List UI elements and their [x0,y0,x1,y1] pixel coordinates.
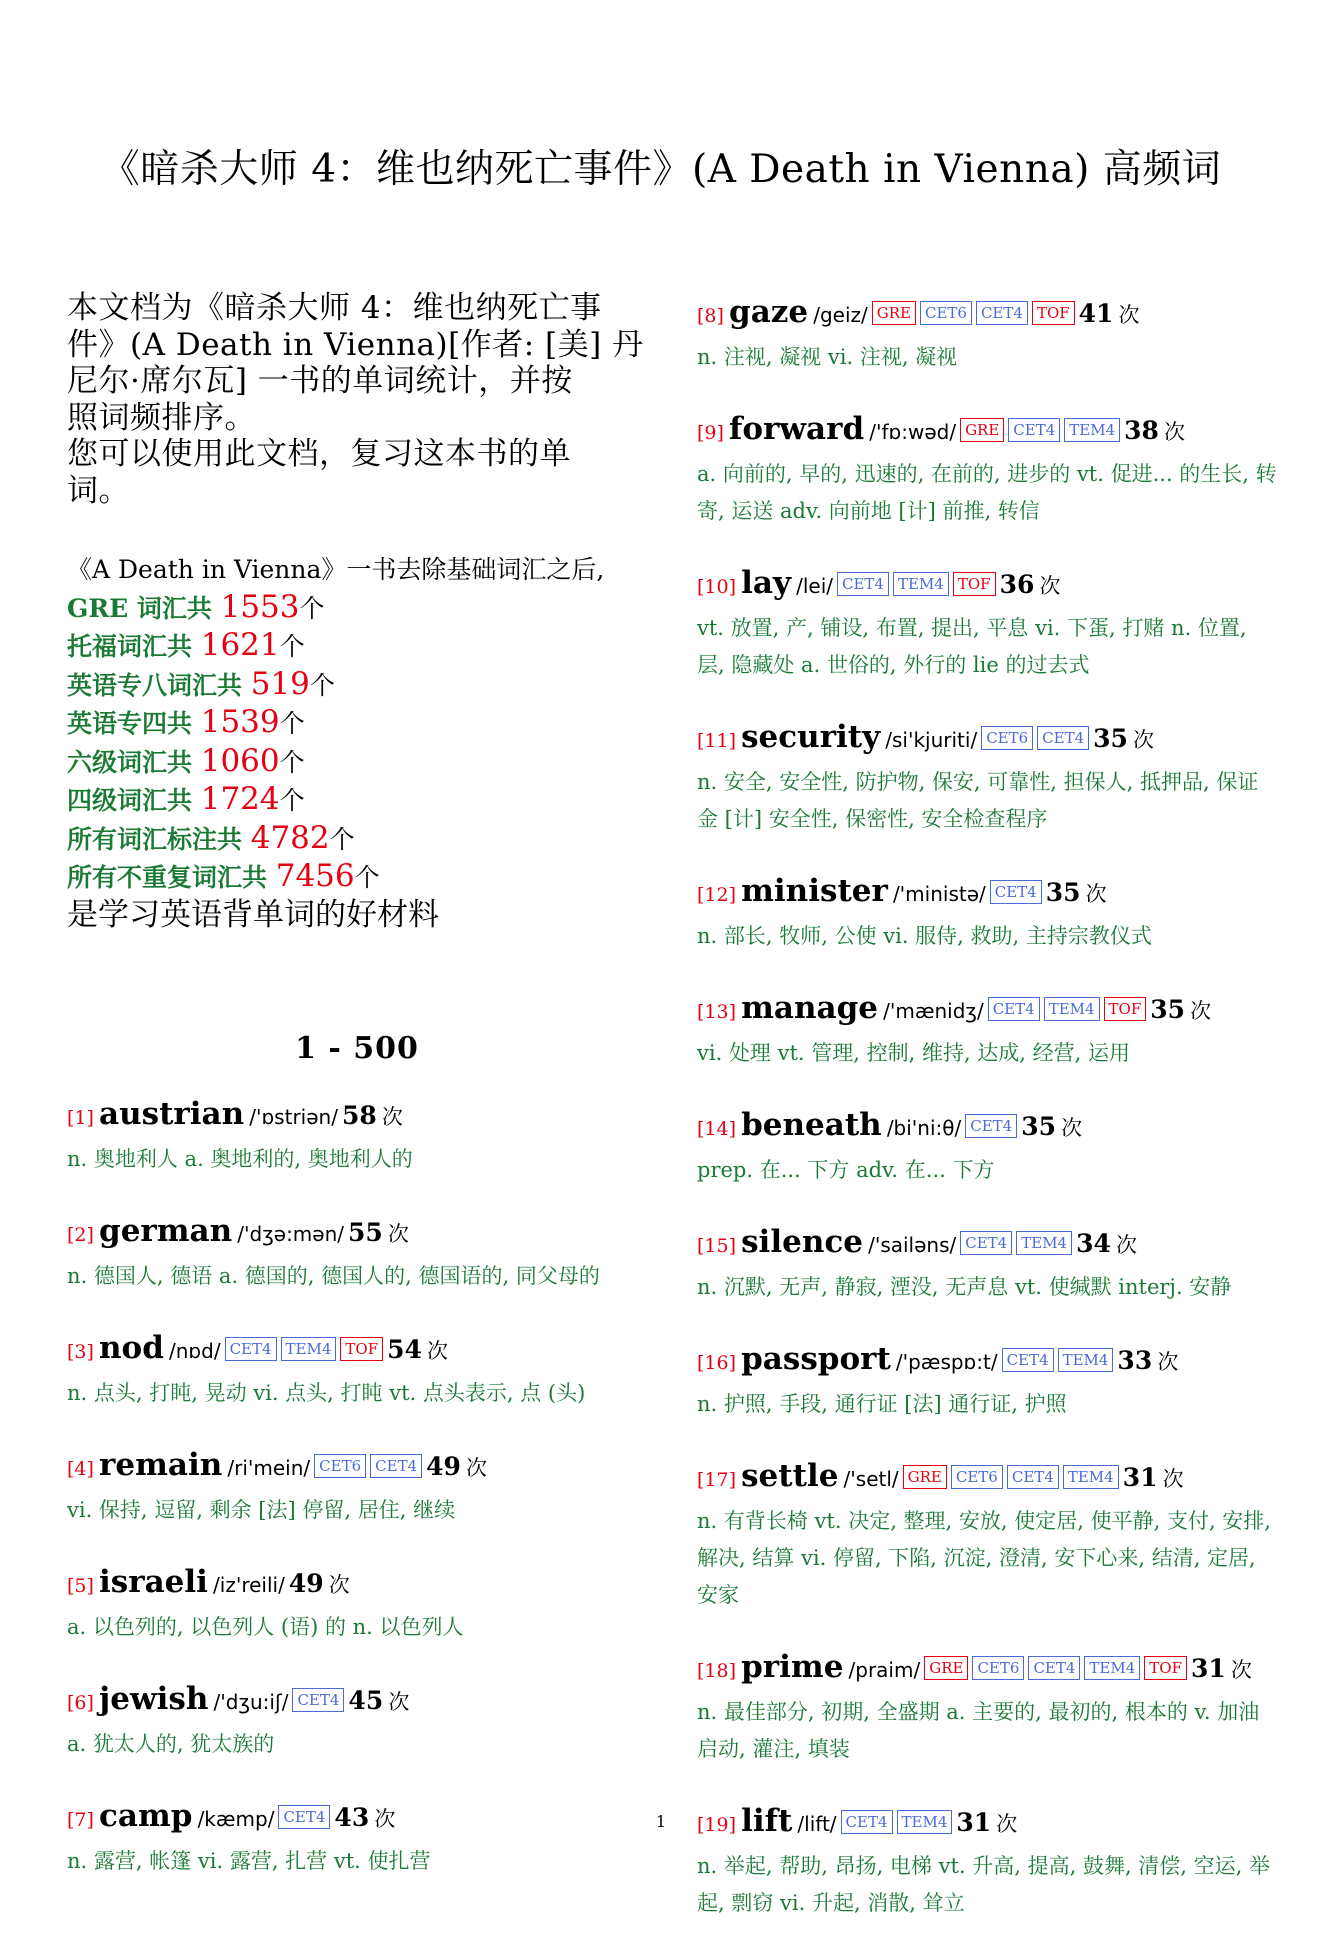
exam-tag: GRE [903,1465,947,1489]
phonetic: /kæmp/ [197,1807,275,1831]
phonetic: /'dʒu:iʃ/ [213,1690,289,1714]
exam-tag: CET4 [370,1454,422,1478]
stats-list [67,589,647,897]
intro-line: 词。 [67,472,130,509]
stat-line [67,627,647,666]
document-title: 《暗杀大师 4：维也纳死亡事件》(A Death in Vienna) 高频词 [100,147,1222,192]
entry-index: [6] [67,1692,94,1714]
word-entry [697,1220,1277,1306]
stat-number: 1553 [220,588,300,625]
exam-tag: CET6 [972,1656,1024,1680]
entry-index: [2] [67,1224,94,1246]
exam-tag: CET4 [1037,726,1089,750]
stat-label: 所有不重复词汇共 [67,863,276,892]
stat-number: 7456 [275,858,355,894]
word-entry [67,1677,647,1763]
intro-paragraph [67,290,647,509]
exam-tag: CET4 [841,1810,893,1834]
entry-head [67,1326,647,1375]
headword: settle [741,1458,839,1494]
exam-tag: CET4 [1008,418,1060,442]
frequency-count: 43 [334,1803,370,1832]
headword: silence [741,1224,863,1260]
frequency-count: 31 [1122,1463,1158,1492]
frequency-count: 58 [341,1101,377,1130]
definition: n. 奥地利人 a. 奥地利的, 奥地利人的 [67,1147,413,1171]
exam-tag: TEM4 [1016,1231,1072,1255]
count-unit: 次 [1085,882,1107,906]
definition: n. 露营, 帐篷 vi. 露营, 扎营 vt. 使扎营 [67,1849,431,1873]
definition: vt. 放置, 产, 铺设, 布置, 提出, 平息 vi. 下蛋, 打赌 n. 位置, 层, 隐藏处 a. 世俗的, 外行的 lie 的过去式 [697,616,1247,677]
vocab-stats [67,552,647,933]
definition: a. 犹太人的, 犹太族的 [67,1732,275,1756]
exam-tag: TEM4 [1044,997,1100,1021]
word-entry [697,869,1277,955]
phonetic: /'dʒə:mən/ [237,1222,345,1246]
exam-tag: CET4 [292,1688,344,1712]
stat-number: 1621 [200,627,280,663]
stat-unit: 个 [329,824,355,854]
exam-tag: TOF [1144,1656,1187,1680]
entry-head [697,1645,1277,1694]
exam-tag: CET6 [951,1465,1003,1489]
headword: forward [729,411,865,447]
exam-tag: TOF [1104,997,1147,1021]
headword: austrian [99,1096,245,1132]
page-number: 1 [655,1812,667,1831]
entry-head [697,561,1277,610]
exam-tag: TEM4 [281,1337,337,1361]
phonetic: /'ministə/ [892,882,986,906]
exam-tag: CET4 [988,997,1040,1021]
definition: n. 部长, 牧师, 公使 vi. 服侍, 救助, 主持宗教仪式 [697,924,1152,948]
frequency-count: 33 [1117,1346,1153,1375]
definition: vi. 处理 vt. 管理, 控制, 维持, 达成, 经营, 运用 [697,1041,1131,1065]
word-entry [697,1337,1277,1423]
headword: lay [741,565,791,601]
exam-tag: TEM4 [1058,1348,1114,1372]
count-unit: 次 [1039,574,1061,598]
exam-tag: GRE [924,1656,968,1680]
word-entry [697,1645,1277,1768]
exam-tag: CET4 [960,1231,1012,1255]
frequency-count: 35 [1045,878,1081,907]
frequency-count: 45 [348,1686,384,1715]
stat-label: 所有词汇标注共 [67,824,251,854]
phonetic: /nɒd/ [169,1339,221,1363]
entry-index: [18] [697,1660,737,1682]
word-entry [697,290,1277,376]
entry-index: [8] [697,305,724,327]
intro-line: 照词频排序。 [67,399,256,436]
count-unit: 次 [1157,1350,1179,1374]
headword: manage [741,990,879,1026]
stat-line [67,743,647,782]
entry-list-right [697,290,1277,1922]
count-unit: 次 [1118,303,1140,327]
entry-head [697,986,1277,1035]
phonetic: /'pæspɒ:t/ [895,1350,998,1374]
headword: lift [741,1803,793,1839]
entry-head [697,1220,1277,1269]
count-unit: 次 [1190,999,1212,1023]
headword: israeli [99,1564,208,1600]
definition: a. 向前的, 早的, 迅速的, 在前的, 进步的 vt. 促进... 的生长, 转寄, 运送 adv. 向前地 [计] 前推, 转信 [697,462,1277,523]
stat-label: 英语专八词汇共 [67,670,251,700]
stat-label: 托福词汇共 [67,632,201,661]
entry-index: [9] [697,422,724,444]
entry-index: [4] [67,1458,94,1480]
frequency-count: 38 [1124,416,1159,445]
phonetic: /'fɒ:wəd/ [869,420,957,444]
entry-index: [5] [67,1575,94,1597]
entry-head [67,1092,647,1141]
phonetic: /lift/ [797,1812,837,1836]
entry-index: [19] [697,1814,737,1836]
headword: gaze [729,294,809,330]
phonetic: /ri'mein/ [227,1456,311,1480]
count-unit: 次 [328,1573,350,1597]
headword: jewish [99,1681,209,1717]
word-entry [697,1454,1277,1614]
stat-label: 四级词汇共 [67,786,201,815]
stat-unit: 个 [279,709,305,738]
stats-tail: 是学习英语背单词的好材料 [67,896,439,933]
count-unit: 次 [1061,1116,1083,1140]
phonetic: /bi'ni:θ/ [886,1116,962,1140]
entry-index: [7] [67,1809,94,1831]
phonetic: /iz'reili/ [213,1573,285,1597]
phonetic: /praim/ [848,1658,921,1682]
stat-number: 1539 [200,704,280,740]
frequency-count: 36 [999,570,1035,599]
stat-unit: 个 [299,593,325,623]
intro-line: 件》(A Death in Vienna)[作者: [美] 丹 [67,326,644,363]
headword: minister [741,873,888,909]
exam-tag: TOF [953,572,996,596]
phonetic: /si'kjuriti/ [885,728,978,752]
definition: n. 沉默, 无声, 静寂, 湮没, 无声息 vt. 使缄默 interj. 安静 [697,1275,1232,1299]
word-entry [67,1560,647,1646]
stat-line [67,704,647,743]
stat-unit: 个 [279,747,305,777]
frequency-count: 31 [1191,1654,1226,1683]
count-unit: 次 [1230,1658,1252,1682]
entry-index: [14] [697,1118,737,1140]
word-entry [67,1092,647,1178]
word-entry [67,1326,647,1412]
count-unit: 次 [1162,1467,1184,1491]
entry-index: [3] [67,1341,94,1363]
headword: passport [741,1341,891,1377]
headword: security [741,719,881,755]
entry-index: [1] [67,1107,94,1129]
entry-head [67,1209,647,1258]
definition: n. 有背长椅 vt. 决定, 整理, 安放, 使定居, 使平静, 支付, 安排, 解决, 结算 vi. 停留, 下陷, 沉淀, 澄清, 安下心来, 结清, 定居, 安家 [697,1509,1271,1607]
exam-tag: CET4 [990,880,1042,904]
stat-line [67,781,647,820]
count-unit: 次 [381,1105,403,1129]
intro-line: 您可以使用此文档，复习这本书的单 [67,436,571,472]
definition: n. 护照, 手段, 通行证 [法] 通行证, 护照 [697,1392,1067,1416]
count-unit: 次 [388,1690,410,1714]
count-unit: 次 [427,1339,449,1363]
stat-unit: 个 [309,670,335,700]
headword: camp [99,1798,193,1834]
entry-index: [16] [697,1352,737,1374]
entry-head [697,869,1277,918]
count-unit: 次 [387,1222,409,1246]
frequency-count: 35 [1021,1112,1057,1141]
exam-tag: CET4 [1028,1656,1080,1680]
phonetic: /'ɒstriən/ [249,1105,338,1129]
stat-line [67,820,647,859]
left-column [67,290,647,1911]
exam-tag: TEM4 [1084,1656,1140,1680]
frequency-count: 35 [1093,724,1128,753]
intro-line: 本文档为《暗杀大师 4：维也纳死亡事 [67,290,602,326]
phonetic: /'sailəns/ [868,1233,957,1257]
count-unit: 次 [466,1456,488,1480]
entry-head [697,1337,1277,1386]
stat-number: 4782 [250,819,330,856]
stat-line [67,666,647,705]
word-entry [67,1209,647,1295]
frequency-count: 49 [288,1569,324,1598]
exam-tag: CET4 [1002,1348,1054,1372]
exam-tag: CET6 [314,1454,366,1478]
word-entry [697,407,1277,530]
exam-tag: CET4 [837,572,889,596]
stat-label: 英语专四共 [67,709,201,738]
stat-unit: 个 [279,786,305,815]
exam-tag: TEM4 [1063,1465,1119,1489]
definition: n. 德国人, 德语 a. 德国的, 德国人的, 德国语的, 同父母的 [67,1264,600,1288]
intro-line: 尼尔·席尔瓦] 一书的单词统计，并按 [67,363,573,399]
exam-tag: TEM4 [893,572,949,596]
frequency-count: 49 [426,1452,461,1481]
entry-head [697,1103,1277,1152]
frequency-count: 31 [956,1808,992,1837]
range-heading: 1 - 500 [295,1031,419,1066]
exam-tag: TEM4 [897,1810,953,1834]
entry-head [67,1443,647,1492]
definition: n. 举起, 帮助, 昂扬, 电梯 vt. 升高, 提高, 鼓舞, 清偿, 空运, 举起, 剽窃 vi. 升起, 消散, 耸立 [697,1854,1271,1915]
phonetic: /lei/ [796,574,833,598]
count-unit: 次 [1115,1233,1137,1257]
exam-tag: TEM4 [1064,418,1120,442]
exam-tag: CET4 [225,1337,277,1361]
word-entry [697,561,1277,684]
exam-tag: CET6 [920,301,972,325]
stat-number: 1724 [200,781,280,817]
headword: german [99,1213,233,1249]
entry-index: [17] [697,1469,737,1491]
definition: n. 注视, 凝视 vi. 注视, 凝视 [697,345,958,369]
stat-line [67,589,647,628]
frequency-count: 55 [348,1218,383,1247]
entry-index: [12] [697,884,737,906]
stat-unit: 个 [279,632,305,661]
exam-tag: TOF [1032,301,1075,325]
frequency-count: 54 [387,1335,422,1364]
entry-index: [11] [697,730,737,752]
word-entry [67,1443,647,1529]
headword: nod [99,1330,164,1366]
count-unit: 次 [996,1812,1018,1836]
definition: vi. 保持, 逗留, 剩余 [法] 停留, 居住, 继续 [67,1498,456,1522]
definition: n. 点头, 打盹, 晃动 vi. 点头, 打盹 vt. 点头表示, 点 (头) [67,1381,586,1405]
entry-head [697,407,1277,456]
phonetic: /geiz/ [813,303,868,327]
entry-head [697,1454,1277,1503]
definition: n. 安全, 安全性, 防护物, 保安, 可靠性, 担保人, 抵押品, 保证金 [计] 安全性, 保密性, 安全检查程序 [697,770,1259,831]
count-unit: 次 [374,1807,396,1831]
entry-list-left [67,1092,647,1880]
entry-index: [15] [697,1235,737,1257]
headword: prime [741,1649,844,1685]
stat-number: 1060 [200,742,280,779]
definition: n. 最佳部分, 初期, 全盛期 a. 主要的, 最初的, 根本的 v. 加油启动, 灌注, 填装 [697,1700,1260,1761]
exam-tag: CET4 [965,1114,1017,1138]
count-unit: 次 [1133,728,1155,752]
definition: a. 以色列的, 以色列人 (语) 的 n. 以色列人 [67,1615,464,1639]
exam-tag: GRE [872,301,916,325]
exam-tag: GRE [960,418,1004,442]
exam-tag: CET4 [1007,1465,1059,1489]
stat-unit: 个 [354,863,380,892]
entry-index: [13] [697,1001,737,1023]
word-entry [697,986,1277,1072]
right-column [697,290,1277,1953]
entry-head [697,715,1277,764]
headword: remain [99,1447,223,1483]
exam-tag: CET4 [278,1805,330,1829]
headword: beneath [741,1107,882,1143]
phonetic: /'mænidʒ/ [883,999,984,1023]
frequency-count: 34 [1076,1229,1111,1258]
entry-head [67,1560,647,1609]
phonetic: /'setl/ [843,1467,899,1491]
definition: prep. 在... 下方 adv. 在... 下方 [697,1158,995,1182]
word-entry [67,1794,647,1880]
word-entry [697,1103,1277,1189]
stat-line [67,858,647,897]
exam-tag: CET4 [976,301,1028,325]
frequency-count: 41 [1078,299,1114,328]
frequency-count: 35 [1150,995,1186,1024]
count-unit: 次 [1164,420,1186,444]
word-entry [697,715,1277,838]
entry-index: [10] [697,576,737,598]
stat-number: 519 [250,665,310,702]
exam-tag: TOF [340,1337,383,1361]
stats-intro: 《A Death in Vienna》一书去除基础词汇之后, [67,555,605,584]
stat-label: 六级词汇共 [67,747,201,777]
entry-head [697,290,1277,339]
stat-label: GRE 词汇共 [67,593,221,623]
exam-tag: CET6 [981,726,1033,750]
entry-head [67,1677,647,1726]
